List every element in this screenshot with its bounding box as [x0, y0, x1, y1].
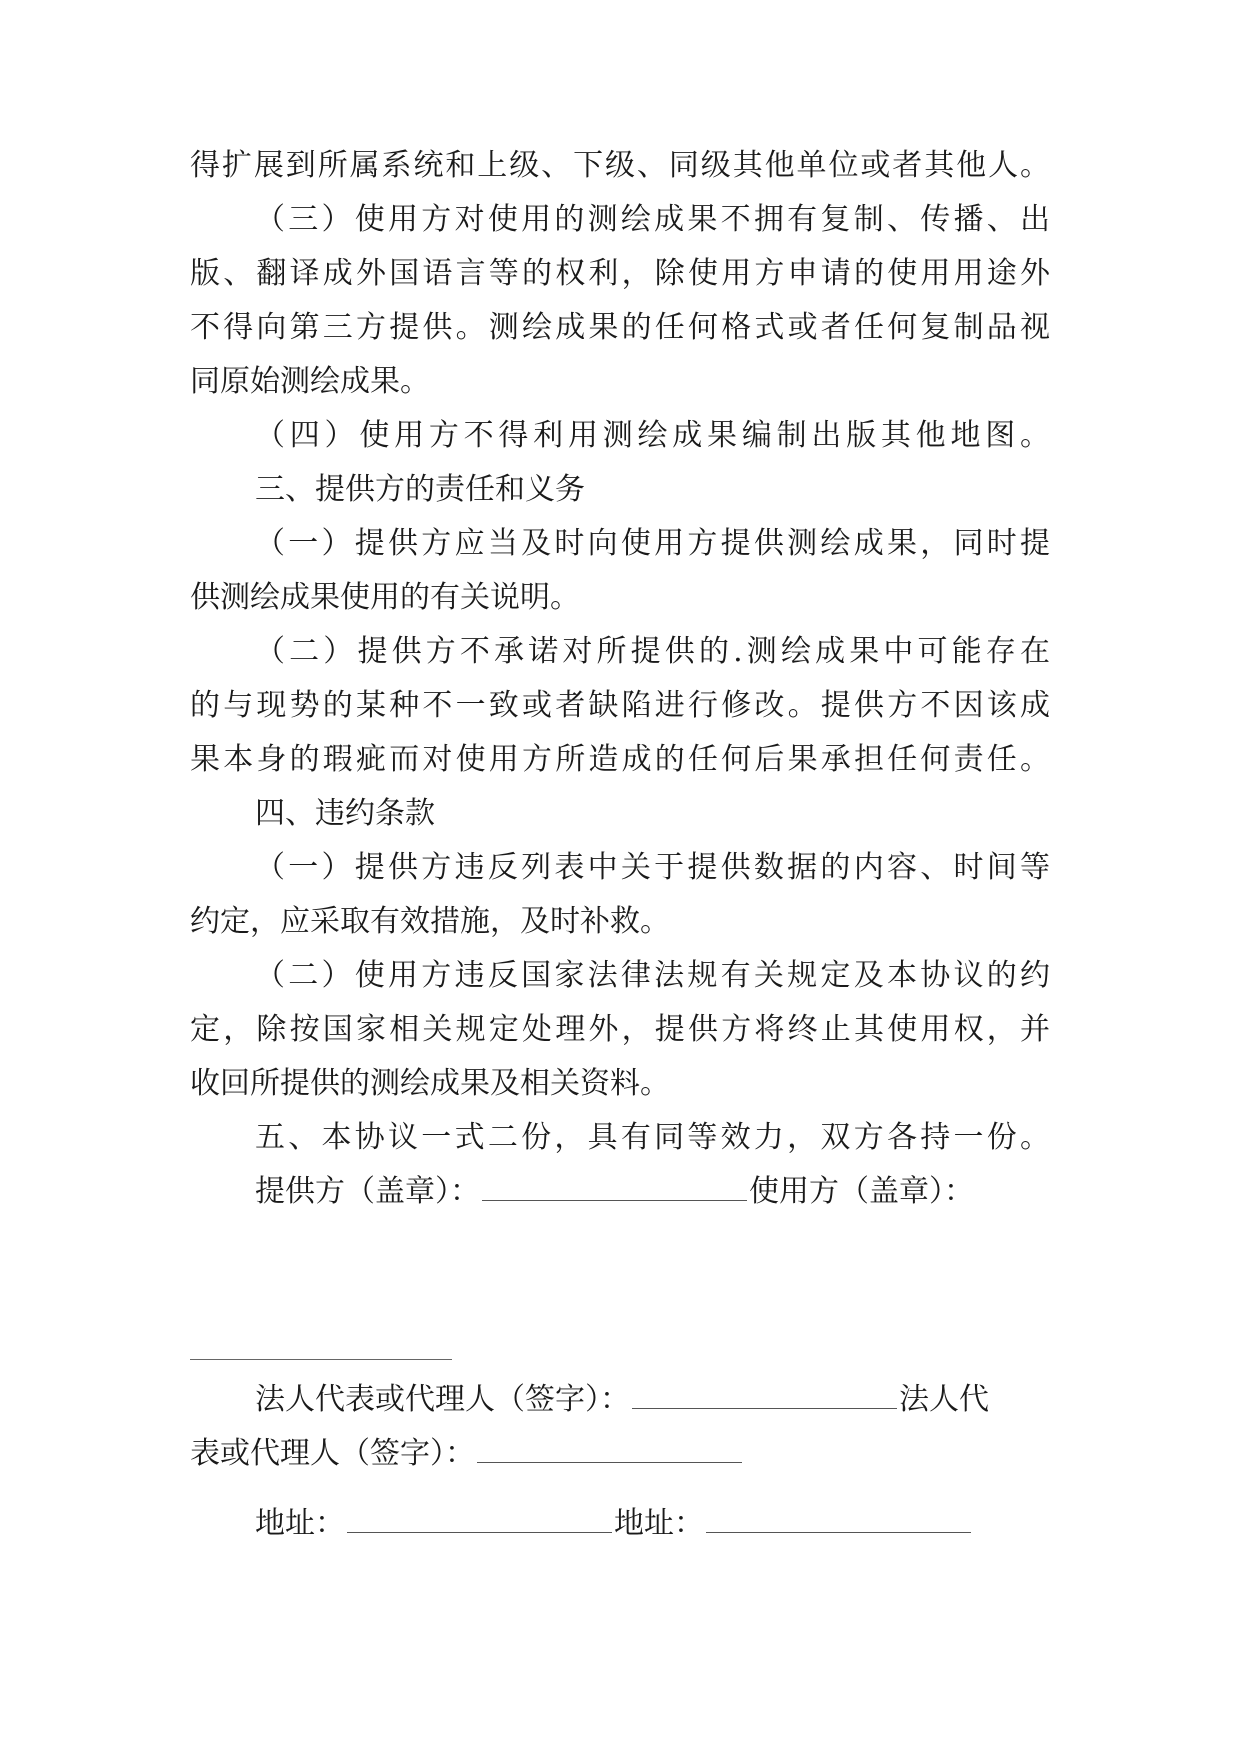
legal-rep-line	[255, 1380, 1050, 1420]
address-line	[255, 1504, 1050, 1544]
paragraph-line: 供测绘成果使用的有关说明。	[190, 580, 580, 615]
provider-seal-blank	[482, 1172, 747, 1201]
legal-rep-label-end: 表或代理人（签字）：	[190, 1436, 475, 1471]
legal-rep-blank	[632, 1380, 897, 1409]
address-label-provider: 地址：	[255, 1506, 345, 1541]
paragraph-line: （三）使用方对使用的测绘成果不拥有复制、传播、出	[255, 202, 1050, 237]
paragraph-line: （二）使用方违反国家法律法规有关规定及本协议的约	[255, 958, 1050, 993]
address-blank-provider	[347, 1504, 612, 1533]
paragraph-line: 收回所提供的测绘成果及相关资料。	[190, 1066, 670, 1101]
seal-line	[255, 1172, 1050, 1212]
section-heading: 五、本协议一式二份，具有同等效力，双方各持一份。	[255, 1120, 1050, 1155]
paragraph-line: 果本身的瑕疵而对使用方所造成的任何后果承担任何责任。	[190, 742, 1050, 777]
user-seal-blank	[190, 1359, 452, 1360]
paragraph-line: 同原始测绘成果。	[190, 364, 430, 399]
provider-seal-label: 提供方（盖章）：	[255, 1174, 480, 1209]
section-heading: 四、违约条款	[255, 796, 435, 831]
address-blank-user	[706, 1504, 971, 1533]
paragraph-line: （二）提供方不承诺对所提供的.测绘成果中可能存在	[255, 634, 1050, 669]
paragraph-line: 定，除按国家相关规定处理外，提供方将终止其使用权，并	[190, 1012, 1050, 1047]
paragraph-line: （一）提供方违反列表中关于提供数据的内容、时间等	[255, 850, 1050, 885]
legal-rep-blank-2	[477, 1434, 742, 1463]
paragraph-line: 约定，应采取有效措施，及时补救。	[190, 904, 670, 939]
legal-rep-line-2	[190, 1434, 1050, 1474]
address-label-user: 地址：	[614, 1506, 704, 1541]
paragraph-line: 版、翻译成外国语言等的权利，除使用方申请的使用用途外	[190, 256, 1050, 291]
paragraph-line: （一）提供方应当及时向使用方提供测绘成果，同时提	[255, 526, 1050, 561]
user-seal-label: 使用方（盖章）：	[749, 1174, 974, 1209]
paragraph-line: 不得向第三方提供。测绘成果的任何格式或者任何复制品视	[190, 310, 1050, 345]
paragraph-line: 得扩展到所属系统和上级、下级、同级其他单位或者其他人。	[190, 148, 1050, 183]
legal-rep-label-continued: 法人代	[899, 1382, 989, 1417]
paragraph-line: （四）使用方不得利用测绘成果编制出版其他地图。	[255, 418, 1050, 453]
paragraph-line: 的与现势的某种不一致或者缺陷进行修改。提供方不因该成	[190, 688, 1050, 723]
legal-rep-label: 法人代表或代理人（签字）：	[255, 1382, 630, 1417]
section-heading: 三、提供方的责任和义务	[255, 472, 585, 507]
